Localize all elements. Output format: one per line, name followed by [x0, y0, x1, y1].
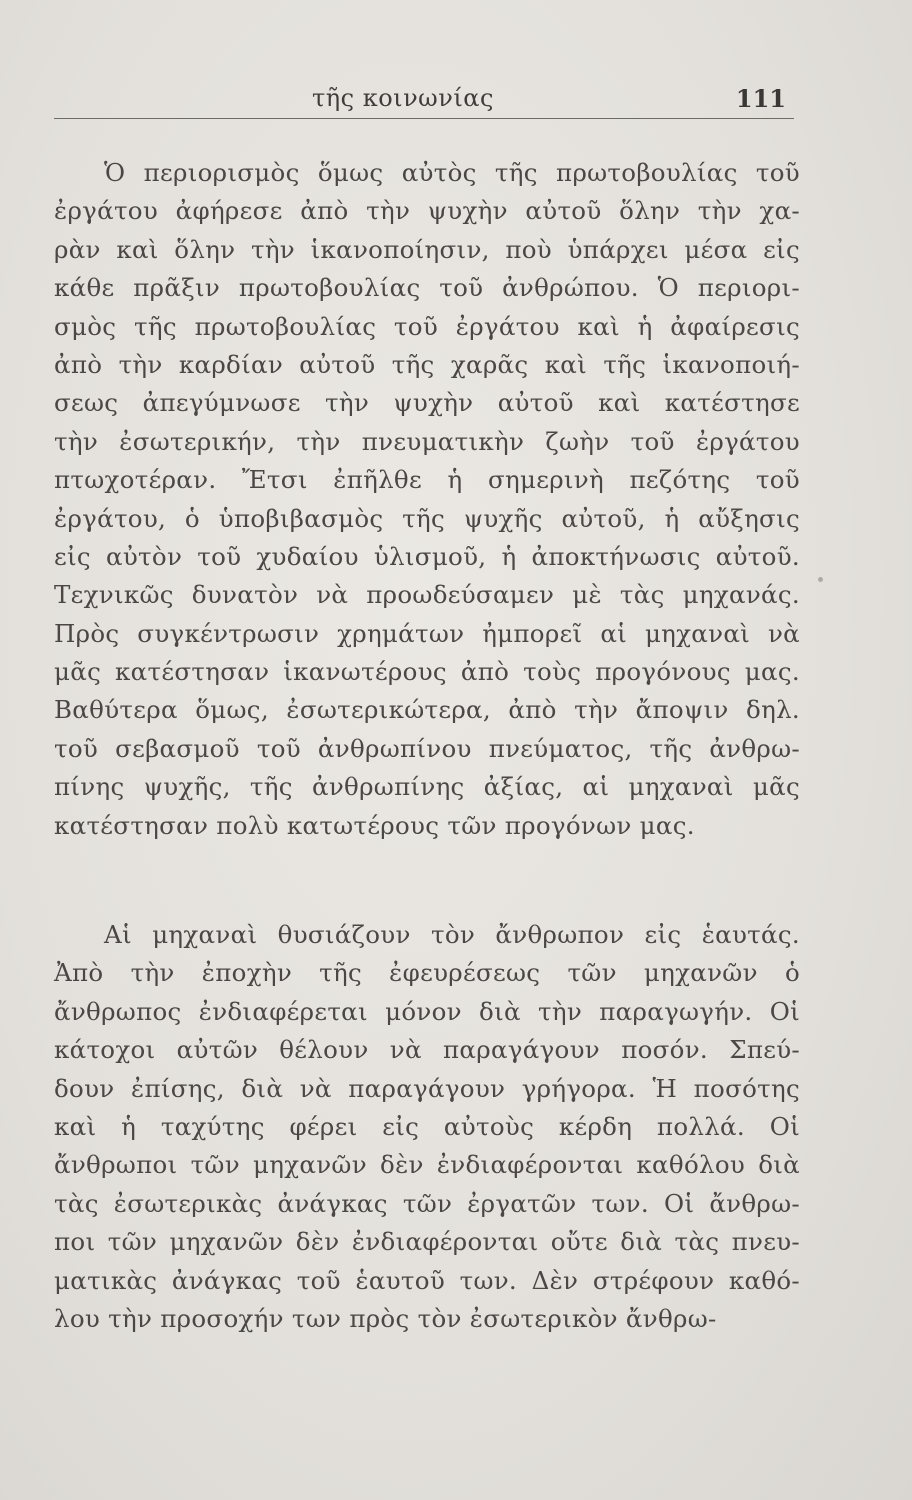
header-rule [54, 118, 794, 119]
text-line: δουν ἐπίσης, διὰ νὰ παραγάγουν γρήγορα. Ἡ ποσότης [54, 1073, 800, 1103]
text-line: Βαθύτερα ὅμως, ἐσωτερικώτερα, ἀπὸ τὴν ἄποψιν δηλ. [54, 695, 800, 725]
text-line: σεως ἀπεγύμνωσε τὴν ψυχὴν αὐτοῦ καὶ κατέστησε [54, 388, 800, 418]
text-line: λου τὴν προσοχήν των πρὸς τὸν ἐσωτερικὸν ἄνθρω- [54, 1303, 717, 1333]
text-line: ἄνθρωπος ἐνδιαφέρεται μόνον διὰ τὴν παραγωγήν. Οἱ [54, 996, 800, 1026]
paragraph-1 [54, 154, 800, 845]
text-line: τὴν ἐσωτερικήν, τὴν πνευματικὴν ζωὴν τοῦ ἐργάτου [54, 426, 800, 456]
paper-speck [818, 577, 823, 582]
text-line: Ὁ περιορισμὸς ὅμως αὐτὸς τῆς πρωτοβουλίας τοῦ [104, 158, 800, 187]
text-line: ἐργάτου ἀφήρεσε ἀπὸ τὴν ψυχὴν αὐτοῦ ὅλην τὴν χα- [54, 196, 800, 226]
running-title: τῆς κοινωνίας [312, 84, 494, 112]
text-line: σμὸς τῆς πρωτοβουλίας τοῦ ἐργάτου καὶ ἡ ἀφαίρεσις [54, 311, 800, 341]
text-line: ἀπὸ τὴν καρδίαν αὐτοῦ τῆς χαρᾶς καὶ τῆς ἱκανοποιή- [54, 349, 800, 379]
text-line: κάθε πρᾶξιν πρωτοβουλίας τοῦ ἀνθρώπου. Ὁ περιορι- [54, 273, 800, 303]
text-line: πτωχοτέραν. Ἔτσι ἐπῆλθε ἡ σημερινὴ πεζότης τοῦ [54, 465, 800, 495]
text-line: ἄνθρωποι τῶν μηχανῶν δὲν ἐνδιαφέρονται καθόλου διὰ [54, 1150, 800, 1180]
text-line: κατέστησαν πολὺ κατωτέρους τῶν προγόνων μας. [54, 810, 695, 840]
page-number: 111 [735, 84, 786, 113]
text-line: ἐργάτου, ὁ ὑποβιβασμὸς τῆς ψυχῆς αὐτοῦ, ἡ αὔξησις [54, 503, 800, 533]
text-line: τοῦ σεβασμοῦ τοῦ ἀνθρωπίνου πνεύματος, τῆς ἀνθρω- [54, 733, 800, 763]
paragraph-2 [54, 916, 800, 1338]
page-header [54, 84, 794, 124]
text-line: μᾶς κατέστησαν ἱκανωτέρους ἀπὸ τοὺς προγόνους μας. [54, 657, 800, 687]
text-line: Ἀπὸ τὴν ἐποχὴν τῆς ἐφευρέσεως τῶν μηχανῶν ὁ [54, 958, 800, 988]
text-line: πίνης ψυχῆς, τῆς ἀνθρωπίνης ἀξίας, αἱ μηχαναὶ μᾶς [54, 772, 800, 802]
text-line: Πρὸς συγκέντρωσιν χρημάτων ἠμπορεῖ αἱ μηχαναὶ νὰ [54, 618, 800, 648]
text-line: τὰς ἐσωτερικὰς ἀνάγκας τῶν ἐργατῶν των. Οἱ ἄνθρω- [54, 1188, 800, 1218]
text-line: ποι τῶν μηχανῶν δὲν ἐνδιαφέρονται οὔτε διὰ τὰς πνευ- [54, 1227, 800, 1257]
text-line: ματικὰς ἀνάγκας τοῦ ἑαυτοῦ των. Δὲν στρέφουν καθό- [54, 1265, 800, 1295]
text-line: Αἱ μηχαναὶ θυσιάζουν τὸν ἄνθρωπον εἰς ἑαυτάς. [104, 920, 800, 949]
text-line: καὶ ἡ ταχύτης φέρει εἰς αὐτοὺς κέρδη πολλά. Οἱ [54, 1111, 800, 1141]
text-line: Τεχνικῶς δυνατὸν νὰ προωδεύσαμεν μὲ τὰς μηχανάς. [54, 580, 800, 610]
text-line: εἰς αὐτὸν τοῦ χυδαίου ὑλισμοῦ, ἡ ἀποκτήνωσις αὐτοῦ. [54, 541, 800, 571]
text-line: κάτοχοι αὐτῶν θέλουν νὰ παραγάγουν ποσόν. Σπεύ- [54, 1035, 800, 1065]
text-line: ρὰν καὶ ὅλην τὴν ἱκανοποίησιν, ποὺ ὑπάρχει μέσα εἰς [54, 234, 800, 264]
